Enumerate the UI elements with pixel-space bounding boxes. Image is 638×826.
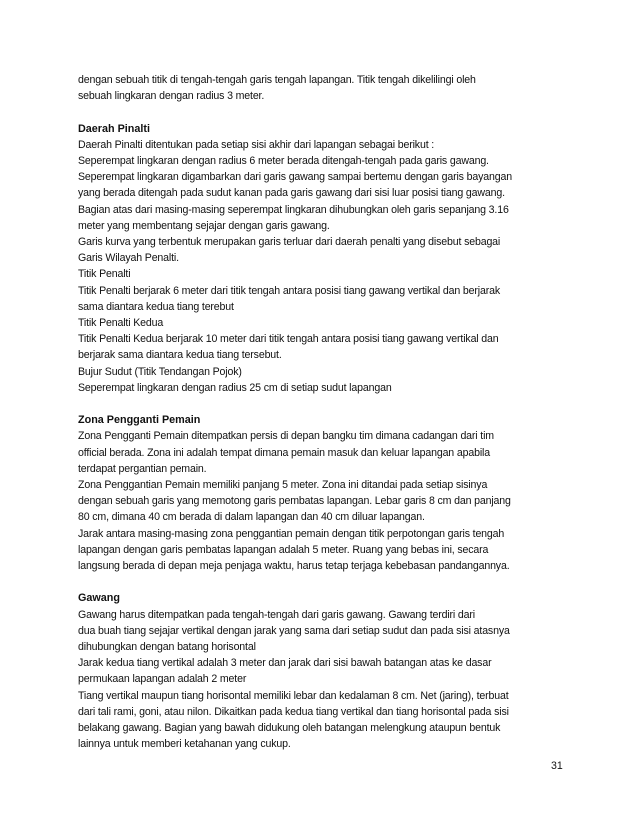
text-line: dari tali rami, goni, atau nilon. Dikaitkan pada kedua tiang vertikal dan tiang horisontal pada sisi: [78, 705, 509, 718]
text-line: dengan sebuah garis yang memotong garis pembatas lapangan. Lebar garis 8 cm dan panjang: [78, 495, 511, 508]
section-heading: Zona Pengganti Pemain: [78, 414, 201, 427]
section-zona-pengganti-pemain: [78, 412, 568, 574]
text-line: langsung berada di depan meja penjaga waktu, harus tetap terjaga kebebasan pandangannya.: [78, 560, 510, 573]
text-line: Daerah Pinalti ditentukan pada setiap sisi akhir dari lapangan sebagai berikut :: [78, 138, 435, 151]
text-line: Titik Penalti: [78, 268, 131, 281]
text-line: Titik Penalti berjarak 6 meter dari titik tengah antara posisi tiang gawang vertikal dan berjarak: [78, 284, 500, 297]
text-line: 80 cm, dimana 40 cm berada di dalam lapangan dan 40 cm diluar lapangan.: [78, 511, 425, 524]
text-line: Bujur Sudut (Titik Tendangan Pojok): [78, 365, 242, 378]
text-line: belakang gawang. Bagian yang bawah didukung oleh batangan melengkung ataupun bentuk: [78, 722, 501, 735]
text-line: permukaan lapangan adalah 2 meter: [78, 673, 247, 686]
text-line: Zona Pengganti Pemain ditempatkan persis di depan bangku tim dimana cadangan dari tim: [78, 430, 494, 443]
text-line: Garis kurva yang terbentuk merupakan garis terluar dari daerah penalti yang disebut sebagai: [78, 236, 501, 249]
text-line: sama diantara kedua tiang terebut: [78, 300, 234, 313]
text-line: yang berada ditengah pada sudut kanan pada garis gawang dari sisi luar posisi tiang gawang.: [78, 187, 505, 200]
text-line: Titik Penalti Kedua berjarak 10 meter dari titik tengah antara posisi tiang gawang vertikal dan: [78, 333, 499, 346]
section-gawang: [78, 590, 568, 752]
text-line: Gawang harus ditempatkan pada tengah-tengah dari garis gawang. Gawang terdiri dari: [78, 608, 475, 621]
text-line: sebuah lingkaran dengan radius 3 meter.: [78, 90, 265, 103]
text-line: Zona Penggantian Pemain memiliki panjang 5 meter. Zona ini ditandai pada setiap sisinya: [78, 479, 488, 492]
text-line: Bagian atas dari masing-masing seperempat lingkaran dihubungkan oleh garis sepanjang 3.16: [78, 203, 509, 216]
text-line: Jarak antara masing-masing zona penggantian pemain dengan titik perpotongan garis tengah: [78, 527, 505, 540]
intro-paragraph: [78, 72, 568, 104]
section-heading: Gawang: [78, 592, 120, 605]
section-daerah-pinalti: [78, 121, 568, 396]
text-line: Titik Penalti Kedua: [78, 317, 164, 330]
text-line: lapangan dengan garis pembatas lapangan adalah 5 meter. Ruang yang bebas ini, secara: [78, 543, 489, 556]
text-line: Seperempat lingkaran dengan radius 6 meter berada ditengah-tengah pada garis gawang.: [78, 155, 489, 167]
text-line: Tiang vertikal maupun tiang horisontal memiliki lebar dan kedalaman 8 cm. Net (jaring), terbuat: [78, 689, 509, 702]
text-line: lainnya untuk memberi ketahanan yang cukup.: [78, 738, 291, 751]
text-line: Garis Wilayah Penalti.: [78, 252, 179, 265]
page-number: 31: [551, 760, 563, 772]
text-line: meter yang membentang sejajar dengan garis gawang.: [78, 219, 330, 232]
text-line: dua buah tiang sejajar vertikal dengan jarak yang sama dari setiap sudut dan pada sisi atasnya: [78, 624, 510, 637]
text-line: dengan sebuah titik di tengah-tengah garis tengah lapangan. Titik tengah dikelilingi oleh: [78, 74, 476, 86]
text-line: terdapat pergantian pemain.: [78, 462, 207, 475]
text-line: Jarak kedua tiang vertikal adalah 3 meter dan jarak dari sisi bawah batangan atas ke dasar: [78, 657, 492, 670]
section-heading: Daerah Pinalti: [78, 122, 151, 135]
text-line: Seperempat lingkaran dengan radius 25 cm di setiap sudut lapangan: [78, 381, 392, 394]
text-line: official berada. Zona ini adalah tempat dimana pemain masuk dan keluar lapangan apabila: [78, 446, 490, 459]
text-line: Seperempat lingkaran digambarkan dari garis gawang sampai bertemu dengan garis bayangan: [78, 171, 512, 184]
text-line: berjarak sama diantara kedua tiang tersebut.: [78, 349, 282, 362]
text-line: dihubungkan dengan batang horisontal: [78, 641, 256, 654]
